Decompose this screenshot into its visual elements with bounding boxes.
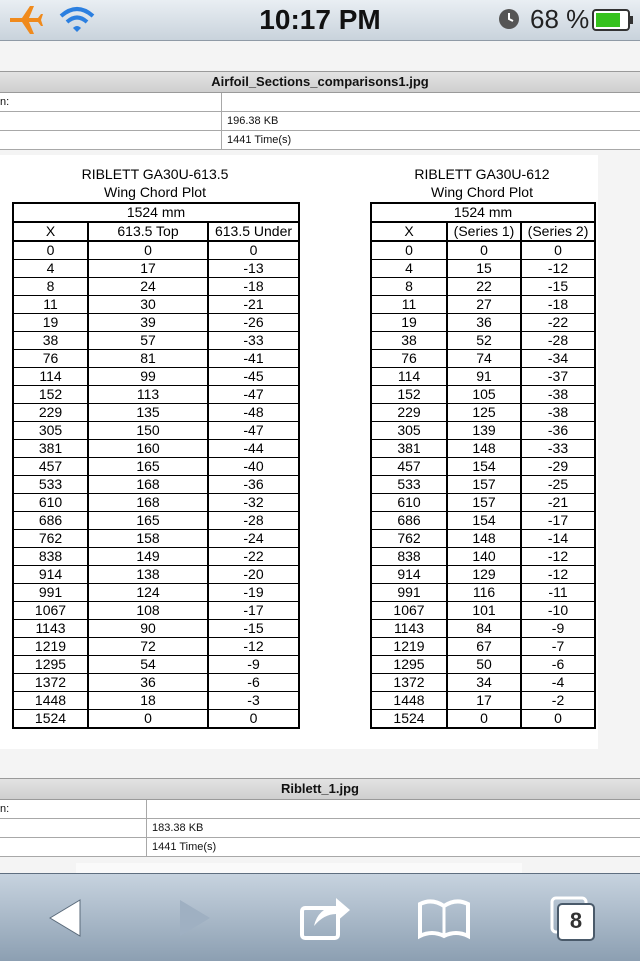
table-cell: -22: [208, 548, 299, 566]
table-cell: 533: [13, 476, 88, 494]
table-row: [371, 476, 595, 494]
table-cell: 229: [371, 404, 447, 422]
table-row: [371, 350, 595, 368]
table-cell: 154: [447, 512, 521, 530]
span-cell: 1524 mm: [13, 203, 299, 222]
table-cell: 116: [447, 584, 521, 602]
battery-percentage: 68 %: [530, 4, 590, 34]
table-cell: 39: [88, 314, 208, 332]
browser-toolbar: [0, 873, 640, 961]
table-cell: -41: [208, 350, 299, 368]
table-cell: -33: [208, 332, 299, 350]
table-row: [13, 368, 299, 386]
table-cell: 1524: [371, 710, 447, 729]
table-cell: 19: [13, 314, 88, 332]
table-cell: -28: [521, 332, 595, 350]
table-cell: -4: [521, 674, 595, 692]
right-title-line2: Wing Chord Plot: [431, 184, 533, 200]
info-row: [0, 131, 640, 150]
table-row: [371, 260, 595, 278]
bookmarks-icon[interactable]: [414, 890, 474, 946]
table-row: [371, 548, 595, 566]
info-row: [0, 112, 640, 131]
table-cell: -15: [208, 620, 299, 638]
table-cell: 139: [447, 422, 521, 440]
table-row: [13, 241, 299, 260]
right-data-table: [370, 202, 596, 729]
info-row: [0, 838, 640, 857]
table-cell: 0: [88, 710, 208, 729]
table-cell: -12: [208, 638, 299, 656]
table-row: [371, 314, 595, 332]
file-title-bar: [0, 778, 640, 800]
tabs-count: 8: [569, 908, 583, 933]
table-cell: 8: [371, 278, 447, 296]
table-cell: -3: [208, 692, 299, 710]
table-cell: -44: [208, 440, 299, 458]
header-row: [13, 222, 299, 241]
table-cell: 157: [447, 476, 521, 494]
header-cell: 613.5 Top: [88, 222, 208, 241]
info-row: [0, 93, 640, 112]
table-cell: 99: [88, 368, 208, 386]
table-cell: 0: [208, 710, 299, 729]
battery-icon: [592, 8, 634, 32]
table-row: [371, 512, 595, 530]
table-row: [371, 566, 595, 584]
table-cell: 76: [13, 350, 88, 368]
table-cell: 0: [447, 710, 521, 729]
table-cell: 91: [447, 368, 521, 386]
table-cell: 991: [13, 584, 88, 602]
table-cell: 457: [371, 458, 447, 476]
table-cell: -17: [521, 512, 595, 530]
header-cell: (Series 1): [447, 222, 521, 241]
table-cell: -12: [521, 260, 595, 278]
table-cell: -28: [208, 512, 299, 530]
table-row: [371, 584, 595, 602]
table-cell: 125: [447, 404, 521, 422]
table-cell: 838: [371, 548, 447, 566]
table-row: [13, 260, 299, 278]
table-cell: 138: [88, 566, 208, 584]
table-cell: -24: [208, 530, 299, 548]
table-cell: -10: [521, 602, 595, 620]
table-row: [13, 458, 299, 476]
table-row: [371, 296, 595, 314]
table-cell: -14: [521, 530, 595, 548]
table-row: [371, 620, 595, 638]
info-row: [0, 819, 640, 838]
table-cell: -36: [208, 476, 299, 494]
table-cell: 108: [88, 602, 208, 620]
table-cell: 152: [13, 386, 88, 404]
table-row: [13, 512, 299, 530]
table-cell: -37: [521, 368, 595, 386]
span-cell: 1524 mm: [371, 203, 595, 222]
table-cell: -32: [208, 494, 299, 512]
table-cell: 305: [371, 422, 447, 440]
table-cell: 0: [447, 241, 521, 260]
table-cell: 15: [447, 260, 521, 278]
table-cell: 18: [88, 692, 208, 710]
table-cell: 610: [13, 494, 88, 512]
table-cell: 1143: [13, 620, 88, 638]
table-row: [13, 422, 299, 440]
table-cell: 114: [13, 368, 88, 386]
table-cell: 168: [88, 476, 208, 494]
table-cell: -6: [208, 674, 299, 692]
table-cell: 38: [13, 332, 88, 350]
table-cell: -48: [208, 404, 299, 422]
table-cell: 129: [447, 566, 521, 584]
table-row: [371, 278, 595, 296]
table-cell: 610: [371, 494, 447, 512]
table-cell: 52: [447, 332, 521, 350]
file-size: 183.38 KB: [146, 819, 203, 837]
table-cell: 168: [88, 494, 208, 512]
table-row: [13, 350, 299, 368]
table-row: [371, 674, 595, 692]
table-cell: 114: [371, 368, 447, 386]
share-icon[interactable]: [296, 890, 356, 946]
header-cell: X: [13, 222, 88, 241]
table-row: [13, 332, 299, 350]
table-cell: 57: [88, 332, 208, 350]
table-row: [371, 440, 595, 458]
table-cell: -38: [521, 404, 595, 422]
table-cell: 8: [13, 278, 88, 296]
table-cell: 148: [447, 440, 521, 458]
table-cell: -38: [521, 386, 595, 404]
table-cell: -17: [208, 602, 299, 620]
table-cell: 11: [371, 296, 447, 314]
left-title-line2: Wing Chord Plot: [104, 184, 206, 200]
table-cell: -12: [521, 566, 595, 584]
table-cell: 30: [88, 296, 208, 314]
table-cell: 54: [88, 656, 208, 674]
table-cell: -45: [208, 368, 299, 386]
table-cell: -40: [208, 458, 299, 476]
info-label: n:: [0, 803, 10, 815]
table-row: [371, 656, 595, 674]
table-cell: 160: [88, 440, 208, 458]
table-cell: 72: [88, 638, 208, 656]
header-cell: (Series 2): [521, 222, 595, 241]
table-cell: 50: [447, 656, 521, 674]
table-row: [371, 494, 595, 512]
right-title-line1: RIBLETT GA30U-612: [414, 166, 550, 182]
table-cell: 105: [447, 386, 521, 404]
table-cell: -47: [208, 386, 299, 404]
table-cell: 1295: [371, 656, 447, 674]
table-row: [371, 692, 595, 710]
table-cell: 381: [13, 440, 88, 458]
table-cell: 158: [88, 530, 208, 548]
table-cell: 1067: [371, 602, 447, 620]
table-cell: 4: [371, 260, 447, 278]
file-name: Riblett_1.jpg: [280, 781, 359, 796]
table-cell: 76: [371, 350, 447, 368]
table-cell: 762: [371, 530, 447, 548]
right-table-title: [370, 165, 594, 201]
table-cell: 67: [447, 638, 521, 656]
table-cell: 1067: [13, 602, 88, 620]
table-row: [371, 458, 595, 476]
table-cell: 11: [13, 296, 88, 314]
table-cell: 1295: [13, 656, 88, 674]
file-views: 1441 Time(s): [221, 131, 291, 149]
header-row: [371, 222, 595, 241]
table-cell: -36: [521, 422, 595, 440]
table-cell: 0: [13, 241, 88, 260]
table-cell: -22: [521, 314, 595, 332]
table-cell: 19: [371, 314, 447, 332]
table-row: [371, 530, 595, 548]
table-cell: -18: [521, 296, 595, 314]
table-cell: -9: [521, 620, 595, 638]
table-cell: -47: [208, 422, 299, 440]
file-title-bar: [0, 71, 640, 93]
table-row: [371, 602, 595, 620]
table-cell: 686: [13, 512, 88, 530]
table-cell: 17: [88, 260, 208, 278]
table-cell: 152: [371, 386, 447, 404]
table-cell: 148: [447, 530, 521, 548]
table-cell: 533: [371, 476, 447, 494]
table-row: [13, 530, 299, 548]
table-row: [13, 638, 299, 656]
table-cell: 24: [88, 278, 208, 296]
info-label: n:: [0, 96, 10, 108]
table-row: [13, 620, 299, 638]
table-cell: -12: [521, 548, 595, 566]
table-row: [13, 386, 299, 404]
header-cell: X: [371, 222, 447, 241]
table-row: [13, 656, 299, 674]
tabs-button[interactable]: [544, 890, 604, 946]
table-cell: 17: [447, 692, 521, 710]
info-cell: [221, 93, 227, 111]
table-row: [13, 494, 299, 512]
table-cell: 157: [447, 494, 521, 512]
table-cell: 1219: [13, 638, 88, 656]
table-cell: 84: [447, 620, 521, 638]
table-cell: 457: [13, 458, 88, 476]
table-cell: 1372: [371, 674, 447, 692]
table-cell: 124: [88, 584, 208, 602]
table-cell: 165: [88, 512, 208, 530]
table-cell: 229: [13, 404, 88, 422]
airfoil-image[interactable]: [0, 155, 598, 749]
table-cell: 1448: [13, 692, 88, 710]
table-cell: 22: [447, 278, 521, 296]
file-name: Airfoil_Sections_comparisons1.jpg: [211, 74, 429, 89]
table-cell: 74: [447, 350, 521, 368]
table-cell: -11: [521, 584, 595, 602]
table-cell: 154: [447, 458, 521, 476]
forward-icon[interactable]: [162, 890, 222, 946]
table-row: [371, 386, 595, 404]
table-cell: 1372: [13, 674, 88, 692]
left-title-line1: RIBLETT GA30U-613.5: [81, 166, 229, 182]
table-cell: -21: [521, 494, 595, 512]
table-row: [371, 638, 595, 656]
table-cell: 0: [208, 241, 299, 260]
table-cell: 1219: [371, 638, 447, 656]
table-row: [371, 241, 595, 260]
table-cell: -9: [208, 656, 299, 674]
table-cell: 135: [88, 404, 208, 422]
info-cell: [146, 800, 152, 818]
table-row: [371, 404, 595, 422]
table-cell: 991: [371, 584, 447, 602]
file-views: 1441 Time(s): [146, 838, 216, 856]
table-cell: -18: [208, 278, 299, 296]
next-image-preview[interactable]: [76, 863, 522, 873]
table-cell: 0: [88, 241, 208, 260]
table-cell: 38: [371, 332, 447, 350]
table-cell: 0: [521, 241, 595, 260]
file-size: 196.38 KB: [221, 112, 278, 130]
left-data-table: [12, 202, 300, 729]
table-cell: 149: [88, 548, 208, 566]
table-cell: -2: [521, 692, 595, 710]
table-cell: 381: [371, 440, 447, 458]
table-row: [13, 296, 299, 314]
left-table-title: [12, 165, 298, 201]
table-row: [13, 440, 299, 458]
table-row: [371, 710, 595, 729]
table-row: [13, 548, 299, 566]
table-row: [13, 278, 299, 296]
status-bar: [0, 0, 640, 41]
table-cell: -33: [521, 440, 595, 458]
table-cell: 150: [88, 422, 208, 440]
status-time: 10:17 PM: [259, 4, 381, 35]
table-cell: 113: [88, 386, 208, 404]
table-cell: -7: [521, 638, 595, 656]
table-cell: -21: [208, 296, 299, 314]
info-row: [0, 800, 640, 819]
table-cell: -20: [208, 566, 299, 584]
table-cell: 0: [371, 241, 447, 260]
table-row: [371, 332, 595, 350]
table-cell: 165: [88, 458, 208, 476]
table-row: [371, 422, 595, 440]
table-row: [13, 692, 299, 710]
table-cell: 0: [521, 710, 595, 729]
table-row: [13, 602, 299, 620]
table-cell: 27: [447, 296, 521, 314]
table-cell: 4: [13, 260, 88, 278]
table-row: [13, 566, 299, 584]
table-cell: -34: [521, 350, 595, 368]
table-row: [13, 710, 299, 729]
table-cell: 34: [447, 674, 521, 692]
table-cell: 36: [447, 314, 521, 332]
table-cell: -29: [521, 458, 595, 476]
table-cell: 1448: [371, 692, 447, 710]
table-cell: 140: [447, 548, 521, 566]
table-row: [13, 476, 299, 494]
table-row: [13, 314, 299, 332]
table-cell: 914: [13, 566, 88, 584]
table-cell: 686: [371, 512, 447, 530]
header-cell: 613.5 Under: [208, 222, 299, 241]
table-cell: 1524: [13, 710, 88, 729]
table-cell: 914: [371, 566, 447, 584]
table-cell: -6: [521, 656, 595, 674]
table-cell: 305: [13, 422, 88, 440]
table-cell: 36: [88, 674, 208, 692]
table-cell: 101: [447, 602, 521, 620]
clock-icon: [498, 8, 520, 30]
table-cell: -19: [208, 584, 299, 602]
table-row: [371, 368, 595, 386]
table-row: [13, 674, 299, 692]
table-cell: 81: [88, 350, 208, 368]
table-cell: -13: [208, 260, 299, 278]
table-cell: 90: [88, 620, 208, 638]
table-cell: -15: [521, 278, 595, 296]
table-cell: -26: [208, 314, 299, 332]
back-icon[interactable]: [38, 890, 98, 946]
page-content[interactable]: [0, 41, 640, 873]
table-row: [13, 404, 299, 422]
table-cell: 1143: [371, 620, 447, 638]
table-cell: -25: [521, 476, 595, 494]
table-cell: 838: [13, 548, 88, 566]
table-cell: 762: [13, 530, 88, 548]
table-row: [13, 584, 299, 602]
